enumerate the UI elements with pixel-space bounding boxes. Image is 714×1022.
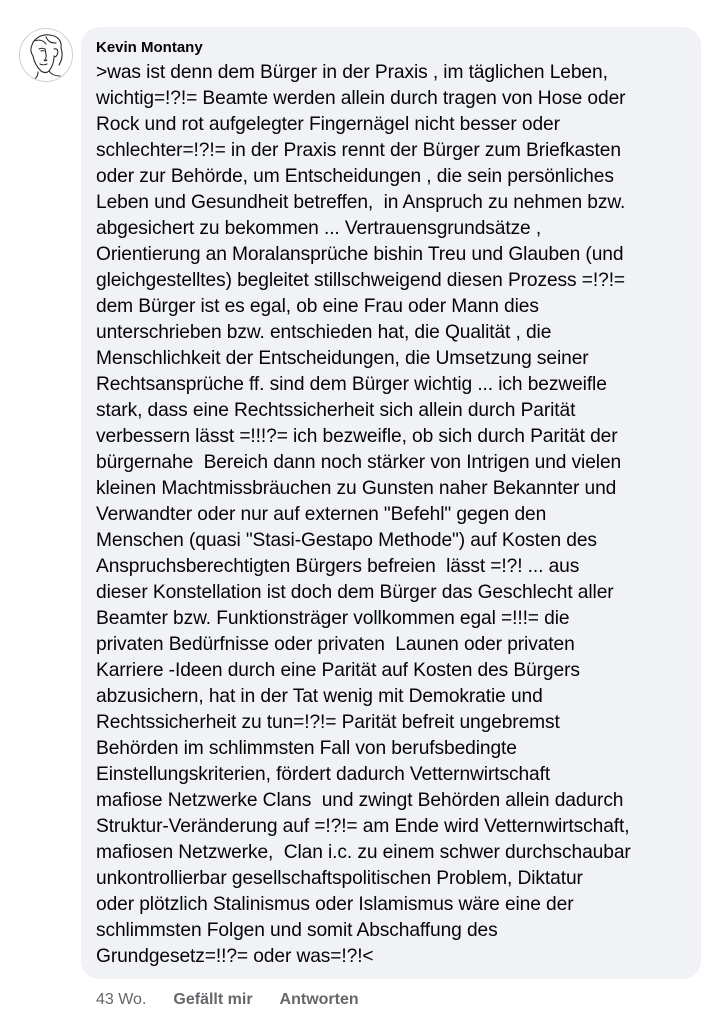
comment-text-line: dieser Konstellation ist doch dem Bürger das Geschlecht aller [96,582,614,603]
comment-text-line: Orientierung an Moralansprüche bishin Treu und Glauben (und [96,244,624,265]
comment-text-line: wichtig=!?!= Beamte werden allein durch tragen von Hose oder [96,88,626,109]
comment-text-line: gleichgestelltes) begleitet stillschweigend diesen Prozess =!?!= [96,270,626,291]
line-drawing-face-icon [20,29,72,81]
comment-text-line: Grundgesetz=!!?= oder was=!?!< [96,946,374,967]
comment-text-line: privaten Bedürfnisse oder privaten Launen oder privaten [96,634,575,655]
comment-text-line: bürgernahe Bereich dann noch stärker von Intrigen und vielen [96,452,622,473]
comment-text-line: Rechtsansprüche ff. sind dem Bürger wichtig ... ich bezweifle [96,374,607,395]
comment-text-line: oder zur Behörde, um Entscheidungen , die sein persönliches [96,166,614,187]
reply-button[interactable]: Antworten [279,991,359,1008]
comment-text-line: stark, dass eine Rechtssicherheit sich allein durch Parität [96,400,576,421]
comment-text-line: >was ist denn dem Bürger in der Praxis , im täglichen Leben, [96,62,608,83]
avatar[interactable] [19,28,73,82]
comment-text-line: Rechtssicherheit zu tun=!?!= Parität befreit ungebremst [96,712,560,733]
comment-text-line: mafiosen Netzwerke, Clan i.c. zu einem schwer durchschaubar [96,842,631,863]
comment-text-line: Anspruchsberechtigten Bürgers befreien lässt =!?! ... aus [96,556,580,577]
comment-text-line: kleinen Machtmissbräuchen zu Gunsten naher Bekannter und [96,478,617,499]
comment-text-line: Leben und Gesundheit betreffen, in Anspruch zu nehmen bzw. [96,192,626,213]
comment-text-line: Menschen (quasi "Stasi-Gestapo Methode") auf Kosten des [96,530,597,551]
comment-text-line: Einstellungskriterien, fördert dadurch Vetternwirtschaft [96,764,551,785]
author-name[interactable]: Kevin Montany [96,39,203,56]
comment-actions [96,989,386,1011]
comment-text-line: verbessern lässt =!!!?= ich bezweifle, ob sich durch Parität der [96,426,618,447]
comment-text-line: Rock und rot aufgelegter Fingernägel nicht besser oder [96,114,560,135]
comment-text-line: Verwandter oder nur auf externen "Befehl" gegen den [96,504,547,525]
comment-text-line: dem Bürger ist es egal, ob eine Frau oder Mann dies [96,296,539,317]
comment-text-line: oder plötzlich Stalinismus oder Islamismus wäre eine der [96,894,574,915]
comment-text [96,60,687,970]
comment-text-line: unkontrollierbar gesellschaftspolitischen Problem, Diktatur [96,868,583,889]
comment-text-line: abzusichern, hat in der Tat wenig mit Demokratie und [96,686,543,707]
comment-text-line: Struktur-Veränderung auf =!?!= am Ende wird Vetternwirtschaft, [96,816,630,837]
comment-text-line: Behörden im schlimmsten Fall von berufsbedingte [96,738,517,759]
comment-text-line: Beamter bzw. Funktionsträger vollkommen egal =!!!= die [96,608,570,629]
comment-text-line: mafiose Netzwerke Clans und zwingt Behörden allein dadurch [96,790,624,811]
comment-text-line: abgesichert zu bekommen ... Vertrauensgrundsätze , [96,218,542,239]
comment-text-line: schlimmsten Folgen und somit Abschaffung des [96,920,498,941]
like-button[interactable]: Gefällt mir [173,991,253,1008]
timestamp[interactable]: 43 Wo. [96,991,147,1008]
comment-text-line: Karriere -Ideen durch eine Parität auf Kosten des Bürgers [96,660,580,681]
comment-text-line: Menschlichkeit der Entscheidungen, die Umsetzung seiner [96,348,589,369]
comment-text-line: unterschrieben bzw. entschieden hat, die Qualität , die [96,322,552,343]
comment-bubble [81,27,701,979]
comment-text-line: schlechter=!?!= in der Praxis rennt der Bürger zum Briefkasten [96,140,621,161]
